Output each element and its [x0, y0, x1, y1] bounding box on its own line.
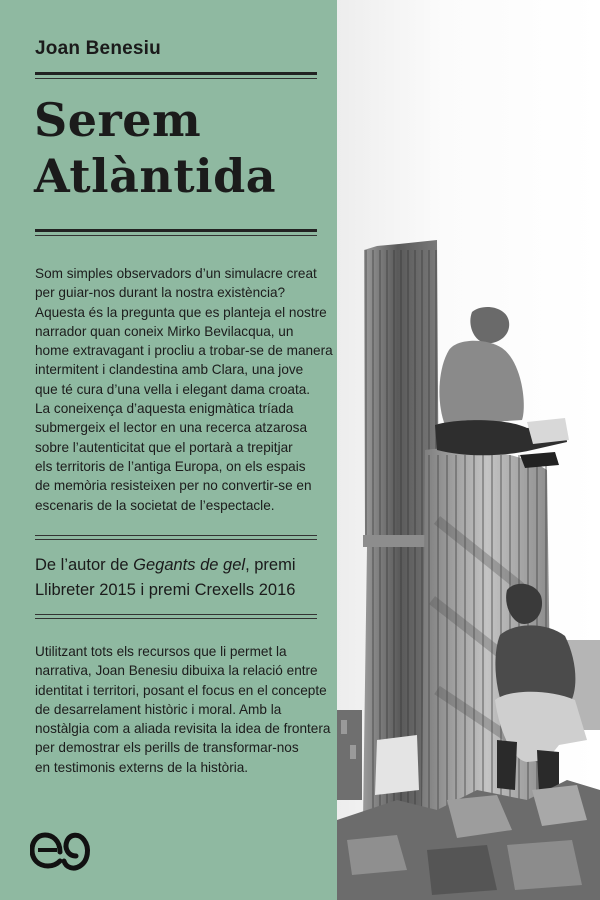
author-name: Joan Benesiu [35, 38, 161, 59]
ruins-photo-illustration [337, 0, 600, 900]
title-line: Atlàntida [34, 149, 277, 203]
blurb-line: per guiar-nos durant la nostra existència? [35, 285, 286, 301]
promo-line-2: Llibreter 2015 i premi Crexells 2016 [35, 581, 296, 599]
summary-line: en testimonis externs de la història. [35, 759, 249, 775]
blurb-line: narrador quan coneix Mirko Bevilacqua, un [35, 323, 294, 339]
blurb-line: els territoris de l’antiga Europa, on els espais [35, 458, 306, 474]
cover-photo [337, 0, 600, 900]
divider [35, 235, 317, 236]
divider [35, 72, 317, 75]
blurb-line: intermitent i clandestina amb Clara, una jove [35, 362, 304, 378]
summary-line: de desarrelament històric i moral. Amb la [35, 701, 282, 717]
blurb-line: submergeix el lector en una recerca atzarosa [35, 420, 308, 436]
summary-line: per demostrar els perills de transformar-nos [35, 740, 299, 756]
divider [35, 539, 317, 540]
blurb-line: Som simples observadors d’un simulacre creat [35, 266, 317, 281]
previous-book-title: Gegants de gel [133, 556, 246, 574]
blurb-line: sobre l’autenticitat que el portarà a trepitjar [35, 439, 293, 455]
blurb-line: La coneixença d’aquesta enigmàtica tríada [35, 401, 294, 417]
divider [35, 78, 317, 79]
summary-line: nostàlgia com a aliada revisita la idea de frontera [35, 721, 331, 737]
summary-text [35, 642, 331, 777]
blurb-line: Aquesta és la pregunta que es planteja el nostre [35, 304, 327, 320]
divider [35, 614, 317, 615]
book-title [34, 92, 276, 204]
divider [35, 535, 317, 536]
blurb-text [35, 264, 333, 515]
blurb-line: escenaris de la societat de l’espectacle. [35, 497, 275, 513]
summary-line: Utilitzant tots els recursos que li permet la [35, 644, 287, 659]
divider [35, 618, 317, 619]
blurb-line: que té cura d’una vella i elegant dama croata. [35, 381, 311, 397]
summary-line: identitat i territori, posant el focus en el concepte [35, 682, 327, 698]
blurb-line: home extravagant i procliu a trobar-se de manera [35, 343, 333, 359]
blurb-line: de memòria resisteixen per no convertir-se en [35, 478, 312, 494]
promo-line-1: De l’autor de Gegants de gel, premi [35, 556, 296, 574]
summary-line: narrativa, Joan Benesiu dibuixa la relació entre [35, 663, 318, 679]
divider [35, 229, 317, 232]
title-line: Serem [34, 93, 202, 147]
epublibre-logo-icon [30, 830, 94, 874]
author-promo [35, 553, 296, 603]
